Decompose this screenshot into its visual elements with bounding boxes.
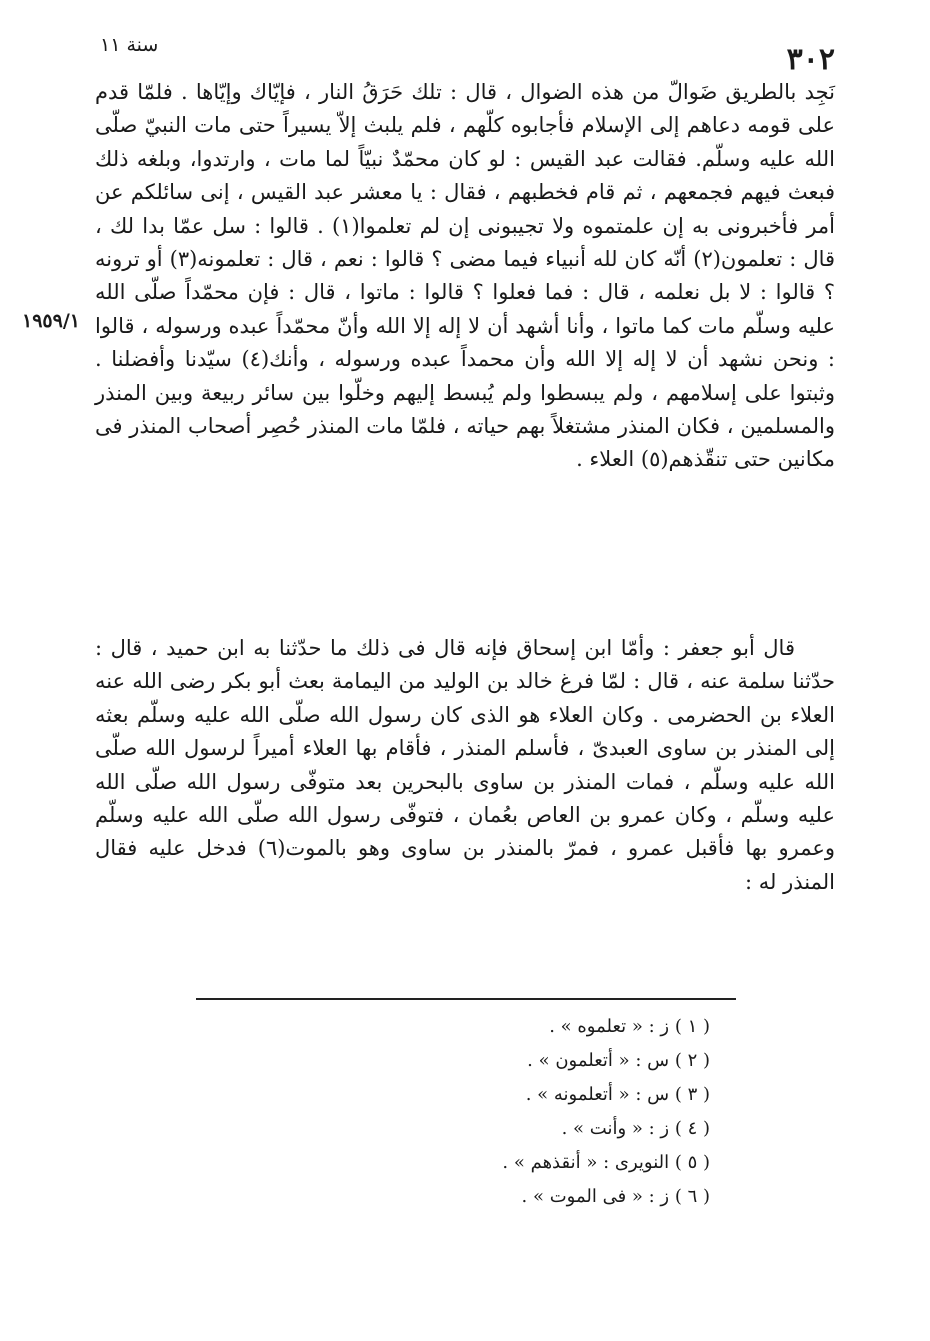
footnote: ( ١ ) ز : « تعلموه » .	[549, 1016, 710, 1037]
footnotes-list	[502, 1010, 710, 1214]
footnote: ( ٥ ) النويرى : « أنقذهم » .	[502, 1152, 710, 1173]
footnote: ( ٢ ) س : « أتعلمون » .	[527, 1050, 710, 1071]
footnote: ( ٦ ) ز : « فى الموت » .	[521, 1186, 710, 1207]
paragraph: نَجِد بالطريق ضَوالّ من هذه الضوال ، قال : تلك حَرَقُ النار ، فإيّاك وإيّاها . فلمّا قدم على قومه دعاهم إلى الإسلام فأجابوه كلّهم ، فلم يلبث إلاّ يسيراً حتى مات النبيّ صلّى الله عليه وسلّم. فقالت عبد القيس : لو كان محمّدٌ نبيّاً لما مات ، وارتدوا، وبلغه ذلك فبعث فيهم فجمعهم ، ثم قام فخطبهم ، فقال : يا معشر عبد القيس ، إنى سائلكم عن أمر فأخبرونى به إن علمتموه ولا تجيبونى إن لم تعلموا(١) . قالوا : سل عمّا بدا لك ، قال : تعلمون(٢) أنّه كان لله أنبياء فيما مضى ؟ قالوا : نعم ، قال : تعلمونه(٣) أو ترونه ؟ قالوا : لا بل نعلمه ، قال : فما فعلوا ؟ قالوا : ماتوا ، قال : فإن محمّداً صلّى الله عليه وسلّم مات كما ماتوا ، وأنا أشهد أن لا إله إلا الله وأنّ محمّداً عبده ورسوله ، قالوا : ونحن نشهد أن لا إله إلا الله وأن محمداً عبده ورسوله ، وأنك(٤) سيّدنا وأفضلنا . وثبتوا على إسلامهم ، ولم يبسطوا ولم يُبسط إليهم وخلّوا بين سائر ربيعة وبين المنذر والمسلمين ، فكان المنذر مشتغلاً بهم حياته ، فلمّا مات المنذر حُصِر أصحاب المنذر فى مكانين حتى تنقّذهم(٥) العلاء .	[95, 80, 836, 472]
running-header-year: سنة ١١	[100, 34, 159, 56]
footnote: ( ٤ ) ز : « وأنت » .	[561, 1118, 710, 1139]
footnote-divider	[196, 998, 736, 1000]
footnote: ( ٣ ) س : « أتعلمونه » .	[525, 1084, 710, 1105]
margin-reference: ١٩٥٩/١	[22, 310, 80, 332]
page-number: ٣٠٢	[786, 42, 835, 77]
paragraph: قال أبو جعفر : وأمّا ابن إسحاق فإنه قال فى ذلك ما حدّثنا به ابن حميد ، قال : حدّثنا سلمة عنه ، قال : لمّا فرغ خالد بن الوليد من اليمامة بعث أبو بكر رضى الله عنه العلاء بن الحضرمى . وكان العلاء هو الذى كان رسول الله صلّى الله عليه وسلّم بعثه إلى المنذر بن ساوى العبدىّ ، فأسلم المنذر ، فأقام بها العلاء أميراً لرسول الله صلّى الله عليه وسلّم ، فمات المنذر بن ساوى بالبحرين بعد متوفّى رسول الله صلّى الله عليه وسلّم ، وكان عمرو بن العاص بعُمان ، فتوفّى رسول الله صلّى الله عليه وسلّم وعمرو بها فأقبل عمرو ، فمرّ بالمنذر بن ساوى وهو بالموت(٦) فدخل عليه فقال المنذر له :	[95, 636, 836, 894]
